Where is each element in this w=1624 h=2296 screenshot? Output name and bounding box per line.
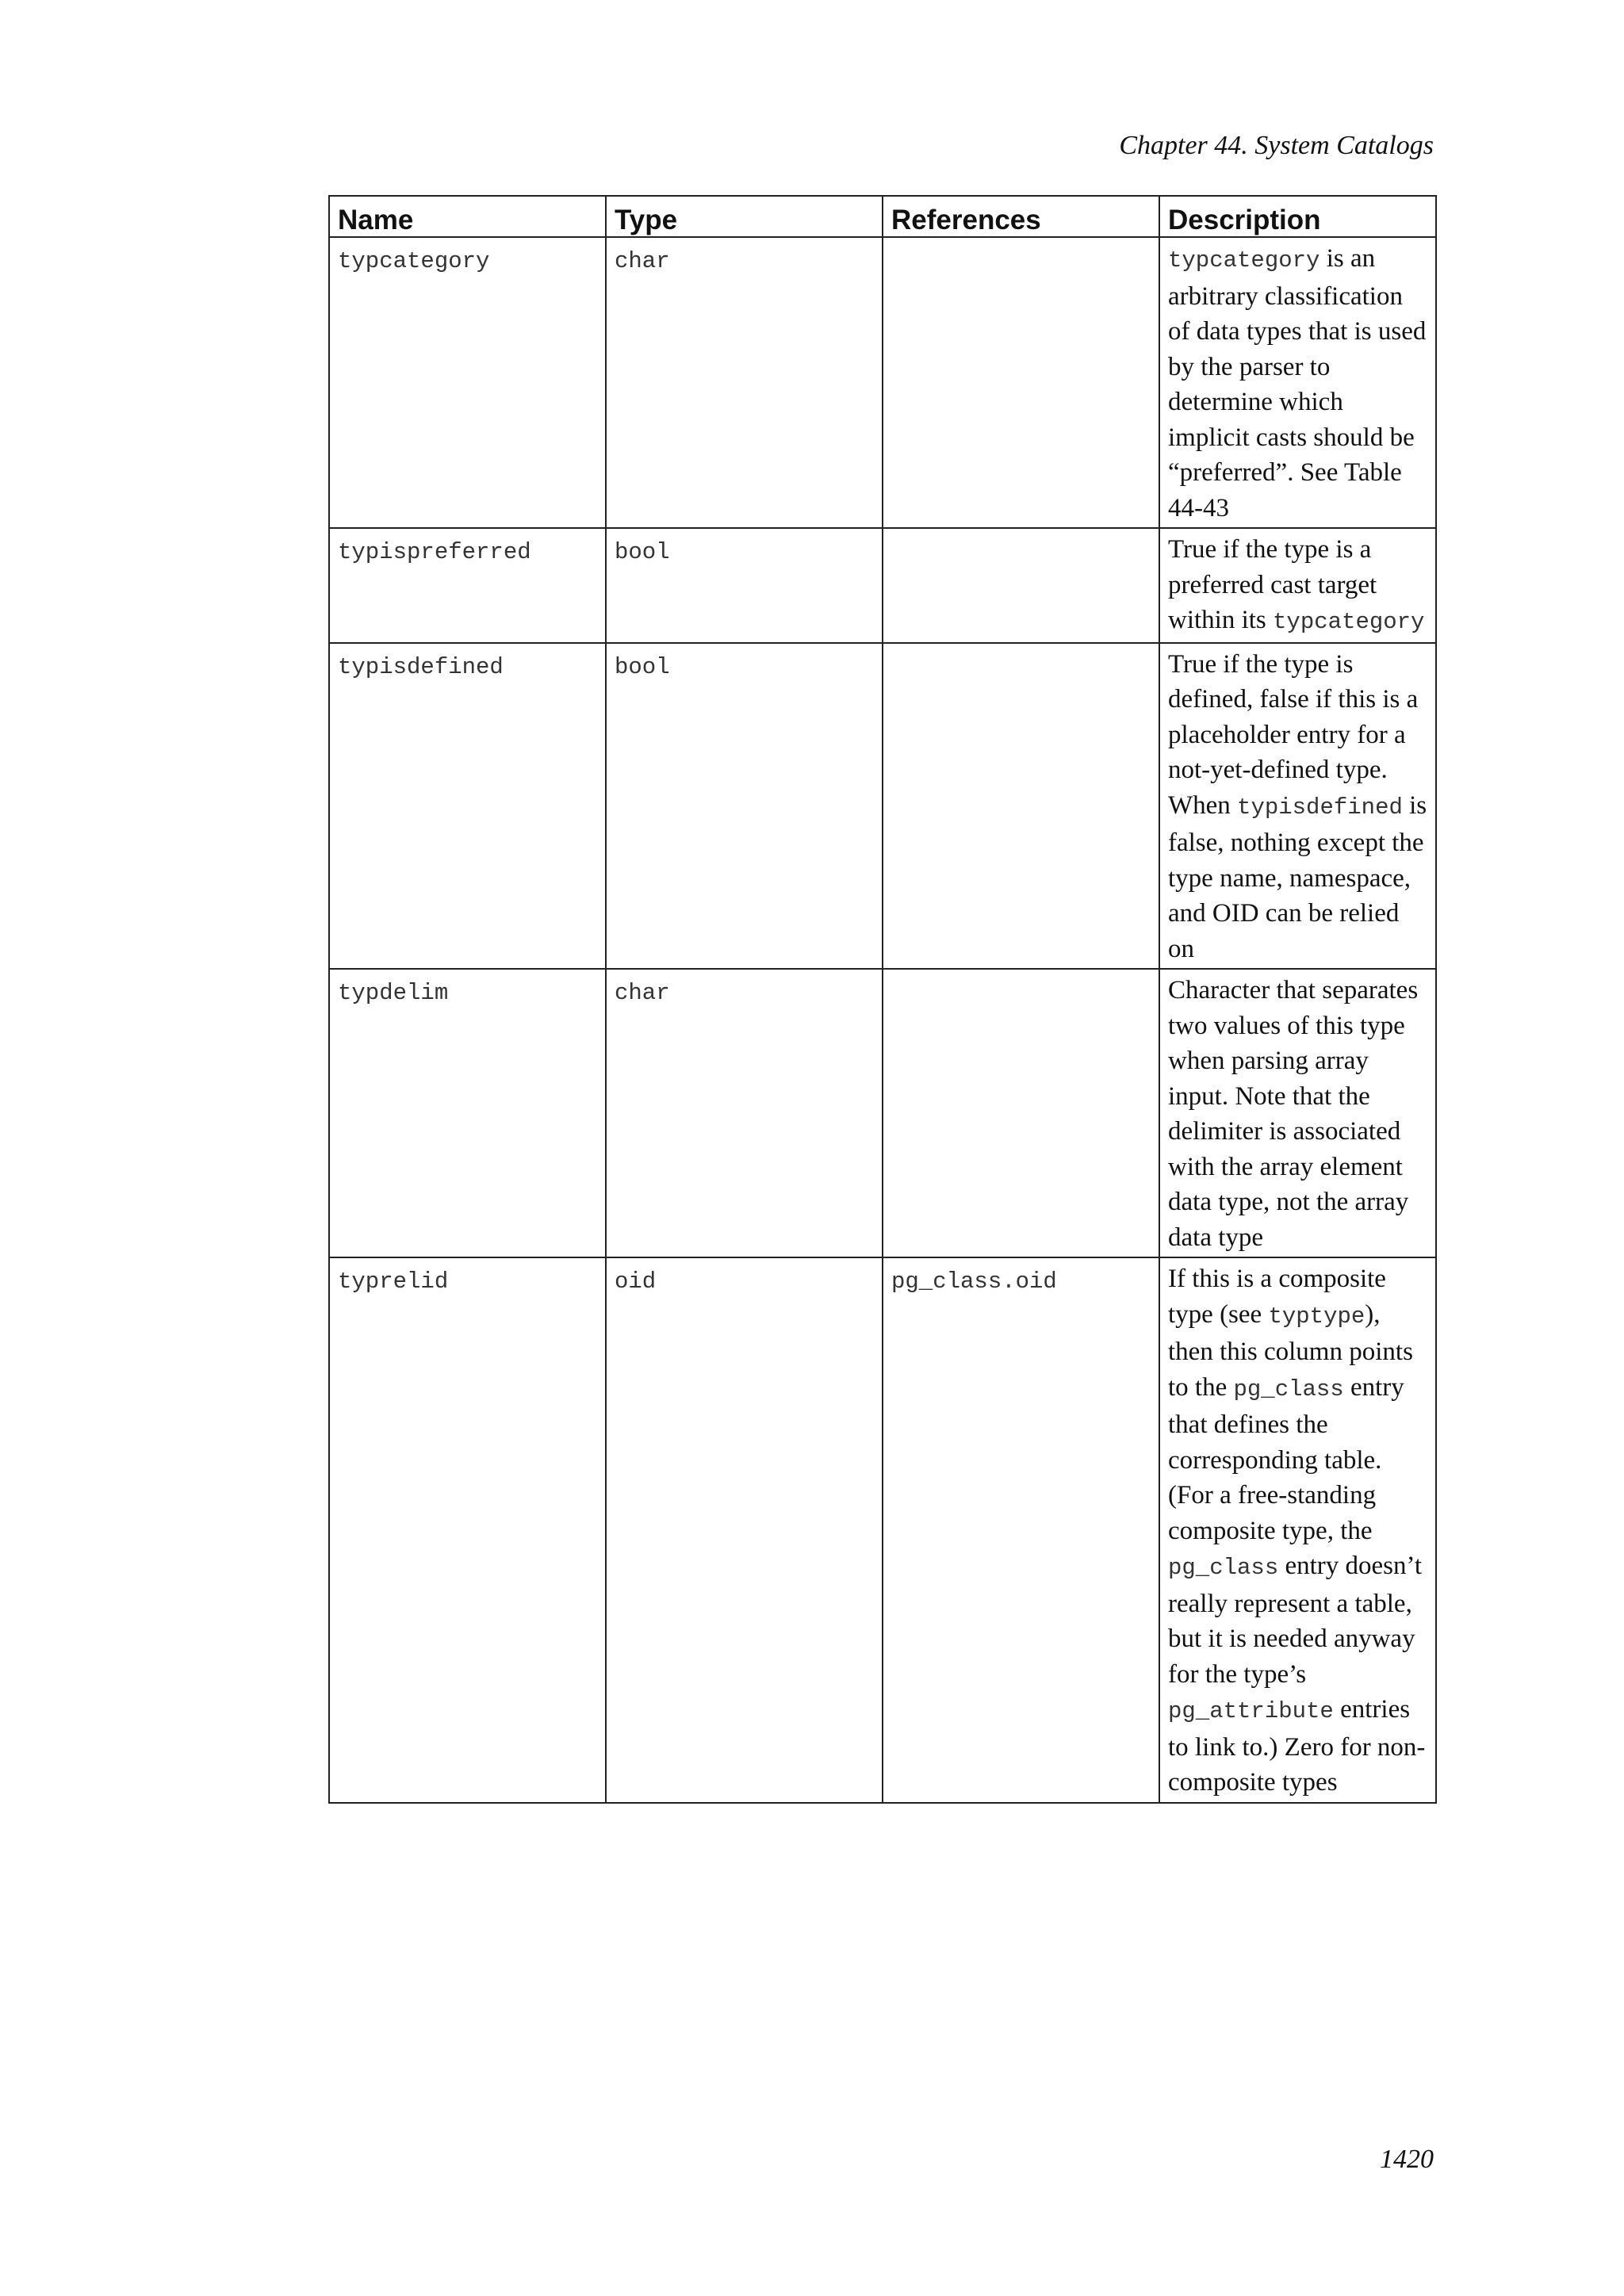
cell-name: typcategory <box>329 237 606 528</box>
cell-description <box>1159 969 1436 1257</box>
description-text: entry doesn’t really represent a table, but it is needed anyway for the type’s <box>1168 1552 1423 1689</box>
description-text: If this is a composite type (see <box>1168 1265 1386 1329</box>
cell-name: typdelim <box>329 969 606 1257</box>
cell-references <box>883 643 1159 970</box>
table-body <box>329 237 1436 1803</box>
cell-description <box>1159 643 1436 970</box>
description-code: typcategory <box>1273 609 1425 635</box>
table-row <box>329 969 1436 1257</box>
description-code: typcategory <box>1168 247 1320 274</box>
cell-type: bool <box>606 528 883 643</box>
description-text: is false, nothing except the type name, namespace, and OID can be relied on <box>1168 790 1427 963</box>
table-row <box>329 528 1436 643</box>
cell-name: typisdefined <box>329 643 606 970</box>
description-text: True if the type is a preferred cast target within its <box>1168 535 1377 634</box>
cell-type: char <box>606 969 883 1257</box>
cell-type: char <box>606 237 883 528</box>
cell-references <box>883 528 1159 643</box>
cell-references <box>883 237 1159 528</box>
table-row <box>329 237 1436 528</box>
column-header-type: Type <box>606 196 883 237</box>
description-code: pg_attribute <box>1168 1698 1334 1724</box>
description-text: Character that separates two values of this type when parsing array input. Note that the delimiter is associated with the array element data type, not the array data type <box>1168 976 1419 1252</box>
cell-type: oid <box>606 1257 883 1803</box>
description-text: entries to link to.) Zero for non-composite types <box>1168 1695 1426 1797</box>
description-code: typisdefined <box>1237 794 1403 821</box>
table-header-row <box>329 196 1436 237</box>
description-code: typtype <box>1268 1303 1365 1330</box>
description-text: entry that defines the corresponding table. (For a free-standing composite type, the <box>1168 1372 1404 1545</box>
page-number: 1420 <box>1380 2145 1434 2174</box>
description-code: pg_class <box>1168 1555 1279 1581</box>
cell-name: typispreferred <box>329 528 606 643</box>
cell-type: bool <box>606 643 883 970</box>
catalog-columns-table <box>328 195 1437 1804</box>
description-text: True if the type is defined, false if this is a placeholder entry for a not-yet-defined type. When <box>1168 649 1419 820</box>
cell-name: typrelid <box>329 1257 606 1803</box>
description-text: ), then this column points to the <box>1168 1299 1413 1402</box>
column-header-references: References <box>883 196 1159 237</box>
cell-references <box>883 969 1159 1257</box>
table-row <box>329 643 1436 970</box>
page-header-chapter-title: Chapter 44. System Catalogs <box>1119 131 1434 160</box>
column-header-description: Description <box>1159 196 1436 237</box>
description-code: pg_class <box>1233 1376 1344 1402</box>
cell-description <box>1159 528 1436 643</box>
cell-references: pg_class.oid <box>883 1257 1159 1803</box>
cell-description <box>1159 237 1436 528</box>
column-header-name: Name <box>329 196 606 237</box>
cell-description <box>1159 1257 1436 1803</box>
table-row <box>329 1257 1436 1803</box>
description-text: is an arbitrary classification of data types that is used by the parser to determine which implicit casts should be “preferred”. See Table 44-43 <box>1168 244 1427 522</box>
